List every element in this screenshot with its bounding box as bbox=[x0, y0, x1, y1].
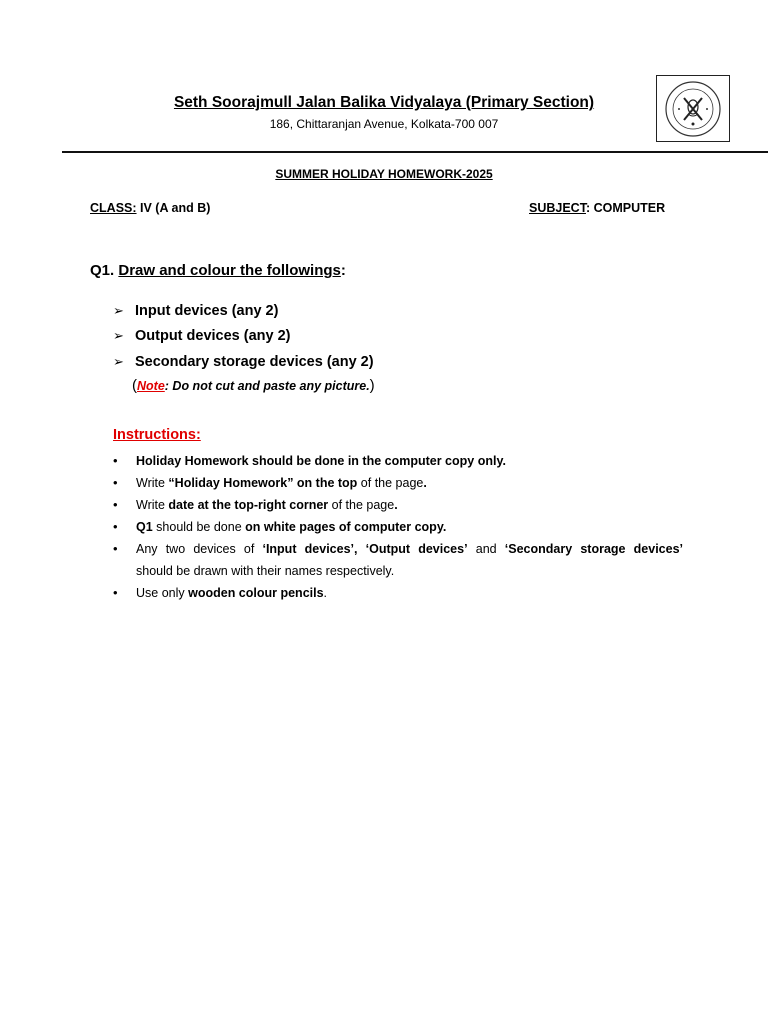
instruction-text: Holiday Homework should be done in the computer copy only. bbox=[136, 454, 506, 468]
note-text: : Do not cut and paste any picture. bbox=[164, 379, 370, 393]
instruction-text: . bbox=[323, 586, 328, 600]
subject-label: SUBJECT bbox=[529, 201, 586, 215]
instructions-list bbox=[113, 450, 683, 604]
instruction-text: of the page bbox=[357, 476, 424, 490]
device-item-output: Output devices (any 2) bbox=[135, 328, 291, 345]
list-item bbox=[113, 324, 374, 350]
instruction-item bbox=[113, 538, 683, 560]
instruction-item bbox=[113, 450, 683, 472]
arrow-bullet-icon: ➢ bbox=[113, 328, 124, 344]
note-label: Note bbox=[137, 379, 165, 393]
device-item-input: Input devices (any 2) bbox=[135, 302, 279, 319]
note-close-paren: ) bbox=[369, 377, 375, 394]
instruction-text: should be drawn with their names respectively. bbox=[136, 564, 395, 578]
instruction-text: Any two devices of bbox=[136, 542, 263, 556]
question-colon: : bbox=[340, 262, 346, 279]
class-value: IV (A and B) bbox=[140, 201, 211, 215]
instruction-item bbox=[113, 582, 683, 604]
subject-info bbox=[529, 201, 665, 215]
list-item bbox=[113, 298, 374, 324]
instruction-text: ‘Input devices’, ‘Output devices’ bbox=[262, 542, 468, 556]
instruction-text: Write bbox=[136, 498, 169, 512]
question-heading bbox=[90, 262, 346, 279]
homework-title: SUMMER HOLIDAY HOMEWORK-2025 bbox=[275, 167, 493, 181]
arrow-bullet-icon: ➢ bbox=[113, 353, 124, 369]
instruction-text: wooden colour pencils bbox=[188, 586, 324, 600]
instruction-text: of the page bbox=[328, 498, 395, 512]
school-logo bbox=[656, 75, 730, 142]
instruction-item bbox=[113, 494, 683, 516]
instruction-text: ‘Secondary storage devices’ bbox=[504, 542, 683, 556]
class-info bbox=[90, 201, 210, 215]
instruction-item bbox=[113, 560, 683, 582]
list-item bbox=[113, 349, 374, 375]
instruction-text: Write bbox=[136, 476, 169, 490]
instruction-item bbox=[113, 516, 683, 538]
device-item-storage: Secondary storage devices (any 2) bbox=[135, 353, 374, 370]
instruction-text: should be done bbox=[152, 520, 246, 534]
instruction-text: and bbox=[467, 542, 505, 556]
school-emblem-icon bbox=[664, 80, 722, 138]
instruction-text: Use only bbox=[136, 586, 189, 600]
instruction-text: date at the top-right corner bbox=[168, 498, 329, 512]
instructions-title: Instructions: bbox=[113, 427, 201, 443]
instruction-text: . bbox=[394, 498, 398, 512]
instruction-text: on white pages of computer copy. bbox=[245, 520, 447, 534]
question-prompt: Draw and colour the followings bbox=[118, 262, 341, 279]
instruction-text: Q1 bbox=[136, 520, 153, 534]
subject-value: : COMPUTER bbox=[585, 201, 666, 215]
device-list bbox=[113, 298, 374, 375]
class-label: CLASS: bbox=[90, 201, 137, 215]
question-number: Q1. bbox=[90, 262, 115, 279]
instruction-text: . bbox=[423, 476, 427, 490]
note bbox=[132, 377, 375, 394]
note-open-paren: ( bbox=[132, 377, 137, 394]
instruction-text: “Holiday Homework” on the top bbox=[168, 476, 358, 490]
school-address: 186, Chittaranjan Avenue, Kolkata-700 007 bbox=[269, 117, 499, 131]
arrow-bullet-icon: ➢ bbox=[113, 302, 124, 318]
instruction-item bbox=[113, 472, 683, 494]
school-name: Seth Soorajmull Jalan Balika Vidyalaya (Primary Section) bbox=[173, 94, 595, 111]
header-divider bbox=[62, 151, 768, 153]
